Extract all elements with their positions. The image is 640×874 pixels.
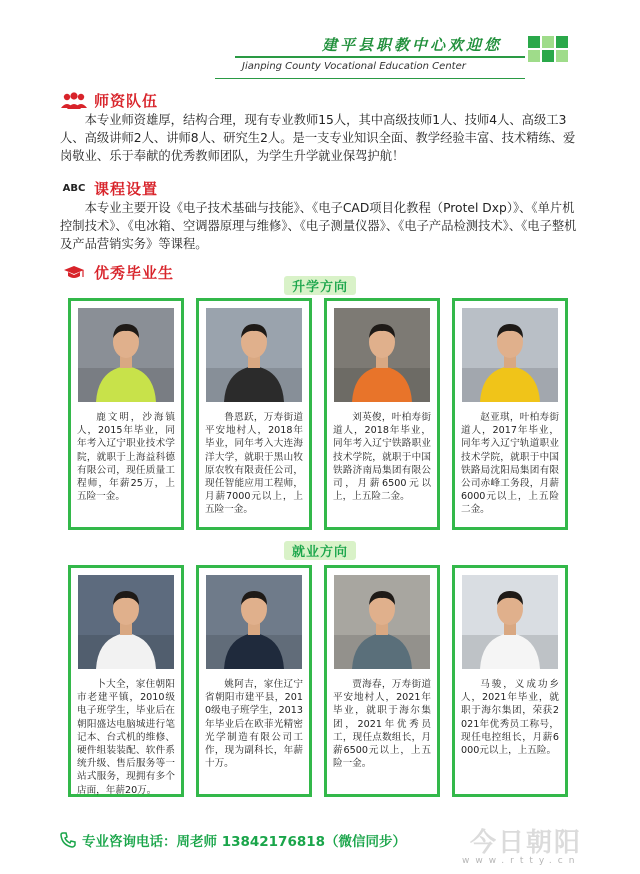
graduate-photo (334, 575, 430, 669)
faculty-title: 师资队伍 (94, 92, 159, 110)
graduate-photo (334, 308, 430, 402)
graduate-card (68, 298, 184, 530)
contact-line (60, 830, 406, 850)
graduates-title: 优秀毕业生 (94, 264, 175, 282)
watermark-url: www.rtty.cn (462, 856, 581, 866)
watermark-brand: 今日朝阳 (470, 828, 583, 858)
graduate-card (452, 298, 568, 530)
graduate-caption: 卜大全，家住朝阳市老建平镇，2010级电子班学生，毕业后在朝阳盛达电脑城进行笔记本、台式机的维修、硬件组装装配、软件系统升级、售后服务等一站式服务，现拥有多个店面，年薪20万。 (77, 679, 175, 796)
people-icon (60, 91, 88, 111)
faculty-text: 本专业师资雄厚，结构合理，现有专业教师15人，其中高级技师1人、技师4人、高级工3人、高级讲师2人、讲师8人、研究生2人。是一支专业知识全面、教学经验丰富、技术精练、爱岗敬业、乐于奉献的优秀教师团队，为学生升学就业保驾护航！ (60, 113, 576, 163)
header-title: 建平县职教中心欢迎您 (322, 36, 503, 54)
courses-title: 课程设置 (94, 180, 159, 198)
graduate-card (324, 565, 440, 797)
employment-title: 就业方向 (284, 541, 356, 560)
graduate-photo (462, 308, 558, 402)
courses-text: 本专业主要开设《电子技术基础与技能》、《电子CAD项目化教程（Protel Dxp）》、《单片机控制技术》、《电冰箱、空调器原理与维修》、《电子测量仪器》、《电子产品检测技术》、《电子整机及产品营销实务》等课程。 (60, 201, 577, 251)
courses-heading (60, 178, 158, 199)
abc-icon: ABC (62, 183, 86, 194)
contact-text: 专业咨询电话：周老师 13842176818（微信同步） (82, 834, 407, 850)
graduate-caption: 马骏，义成功乡人，2021年毕业，就职于海尔集团，荣获2021年优秀员工称号，现任电控组长，月薪6000元以上，上五险。 (461, 679, 559, 757)
further-study-subhead (0, 276, 640, 295)
graduate-card (324, 298, 440, 530)
graduate-caption: 贾海春，万寿街道平安地村人，2021年毕业，就职于海尔集团，2021年优秀员工，现任点数组长，月薪6500元以上，上五险一金。 (333, 679, 431, 770)
graduate-photo (78, 575, 174, 669)
further-study-title: 升学方向 (284, 276, 356, 295)
graduate-caption: 赵亚琪，叶柏寿街道人，2017年毕业，同年考入辽宁轨道职业技术学院，就职于中国铁路局沈阳局集团有限公司赤峰工务段，月薪6000元以上，上五险二金。 (461, 412, 559, 516)
faculty-heading (60, 90, 158, 111)
graduate-card (452, 565, 568, 797)
graduate-caption: 刘英俊，叶柏寿街道人，2018年毕业，同年考入辽宁铁路职业技术学院，就职于中国铁路济南局集团有限公司，月薪6500元以上，上五险二金。 (333, 412, 431, 503)
graduate-photo (206, 308, 302, 402)
school-logo-icon (528, 36, 570, 64)
page-header (0, 0, 640, 80)
header-subtitle: Jianping County Vocational Education Center (242, 61, 466, 72)
graduate-photo (462, 575, 558, 669)
graduate-caption: 鲁恩跃，万寿街道平安地村人，2018年毕业，同年考入大连海洋大学，就职于黑山牧原农牧有限责任公司，现任智能应用工程师，月薪7000元以上，上五险一金。 (205, 412, 303, 516)
phone-icon (60, 832, 76, 848)
graduate-photo (78, 308, 174, 402)
employment-subhead (0, 541, 640, 560)
graduate-card (196, 565, 312, 797)
graduate-card (68, 565, 184, 797)
graduate-photo (206, 575, 302, 669)
graduate-card (196, 298, 312, 530)
graduate-caption: 鹿文明，沙海镇人，2015年毕业，同年考入辽宁职业技术学院，就职于上海益科德有限公司，现任质量工程师，年薪25万，上五险一金。 (77, 412, 175, 503)
header-underline (215, 78, 525, 79)
header-divider (235, 56, 525, 58)
graduate-caption: 姚阿吉，家住辽宁省朝阳市建平县，2010级电子班学生，2013年毕业后在欧菲光精密光学制造有限公司工作，现为副科长，年薪十万。 (205, 679, 303, 770)
